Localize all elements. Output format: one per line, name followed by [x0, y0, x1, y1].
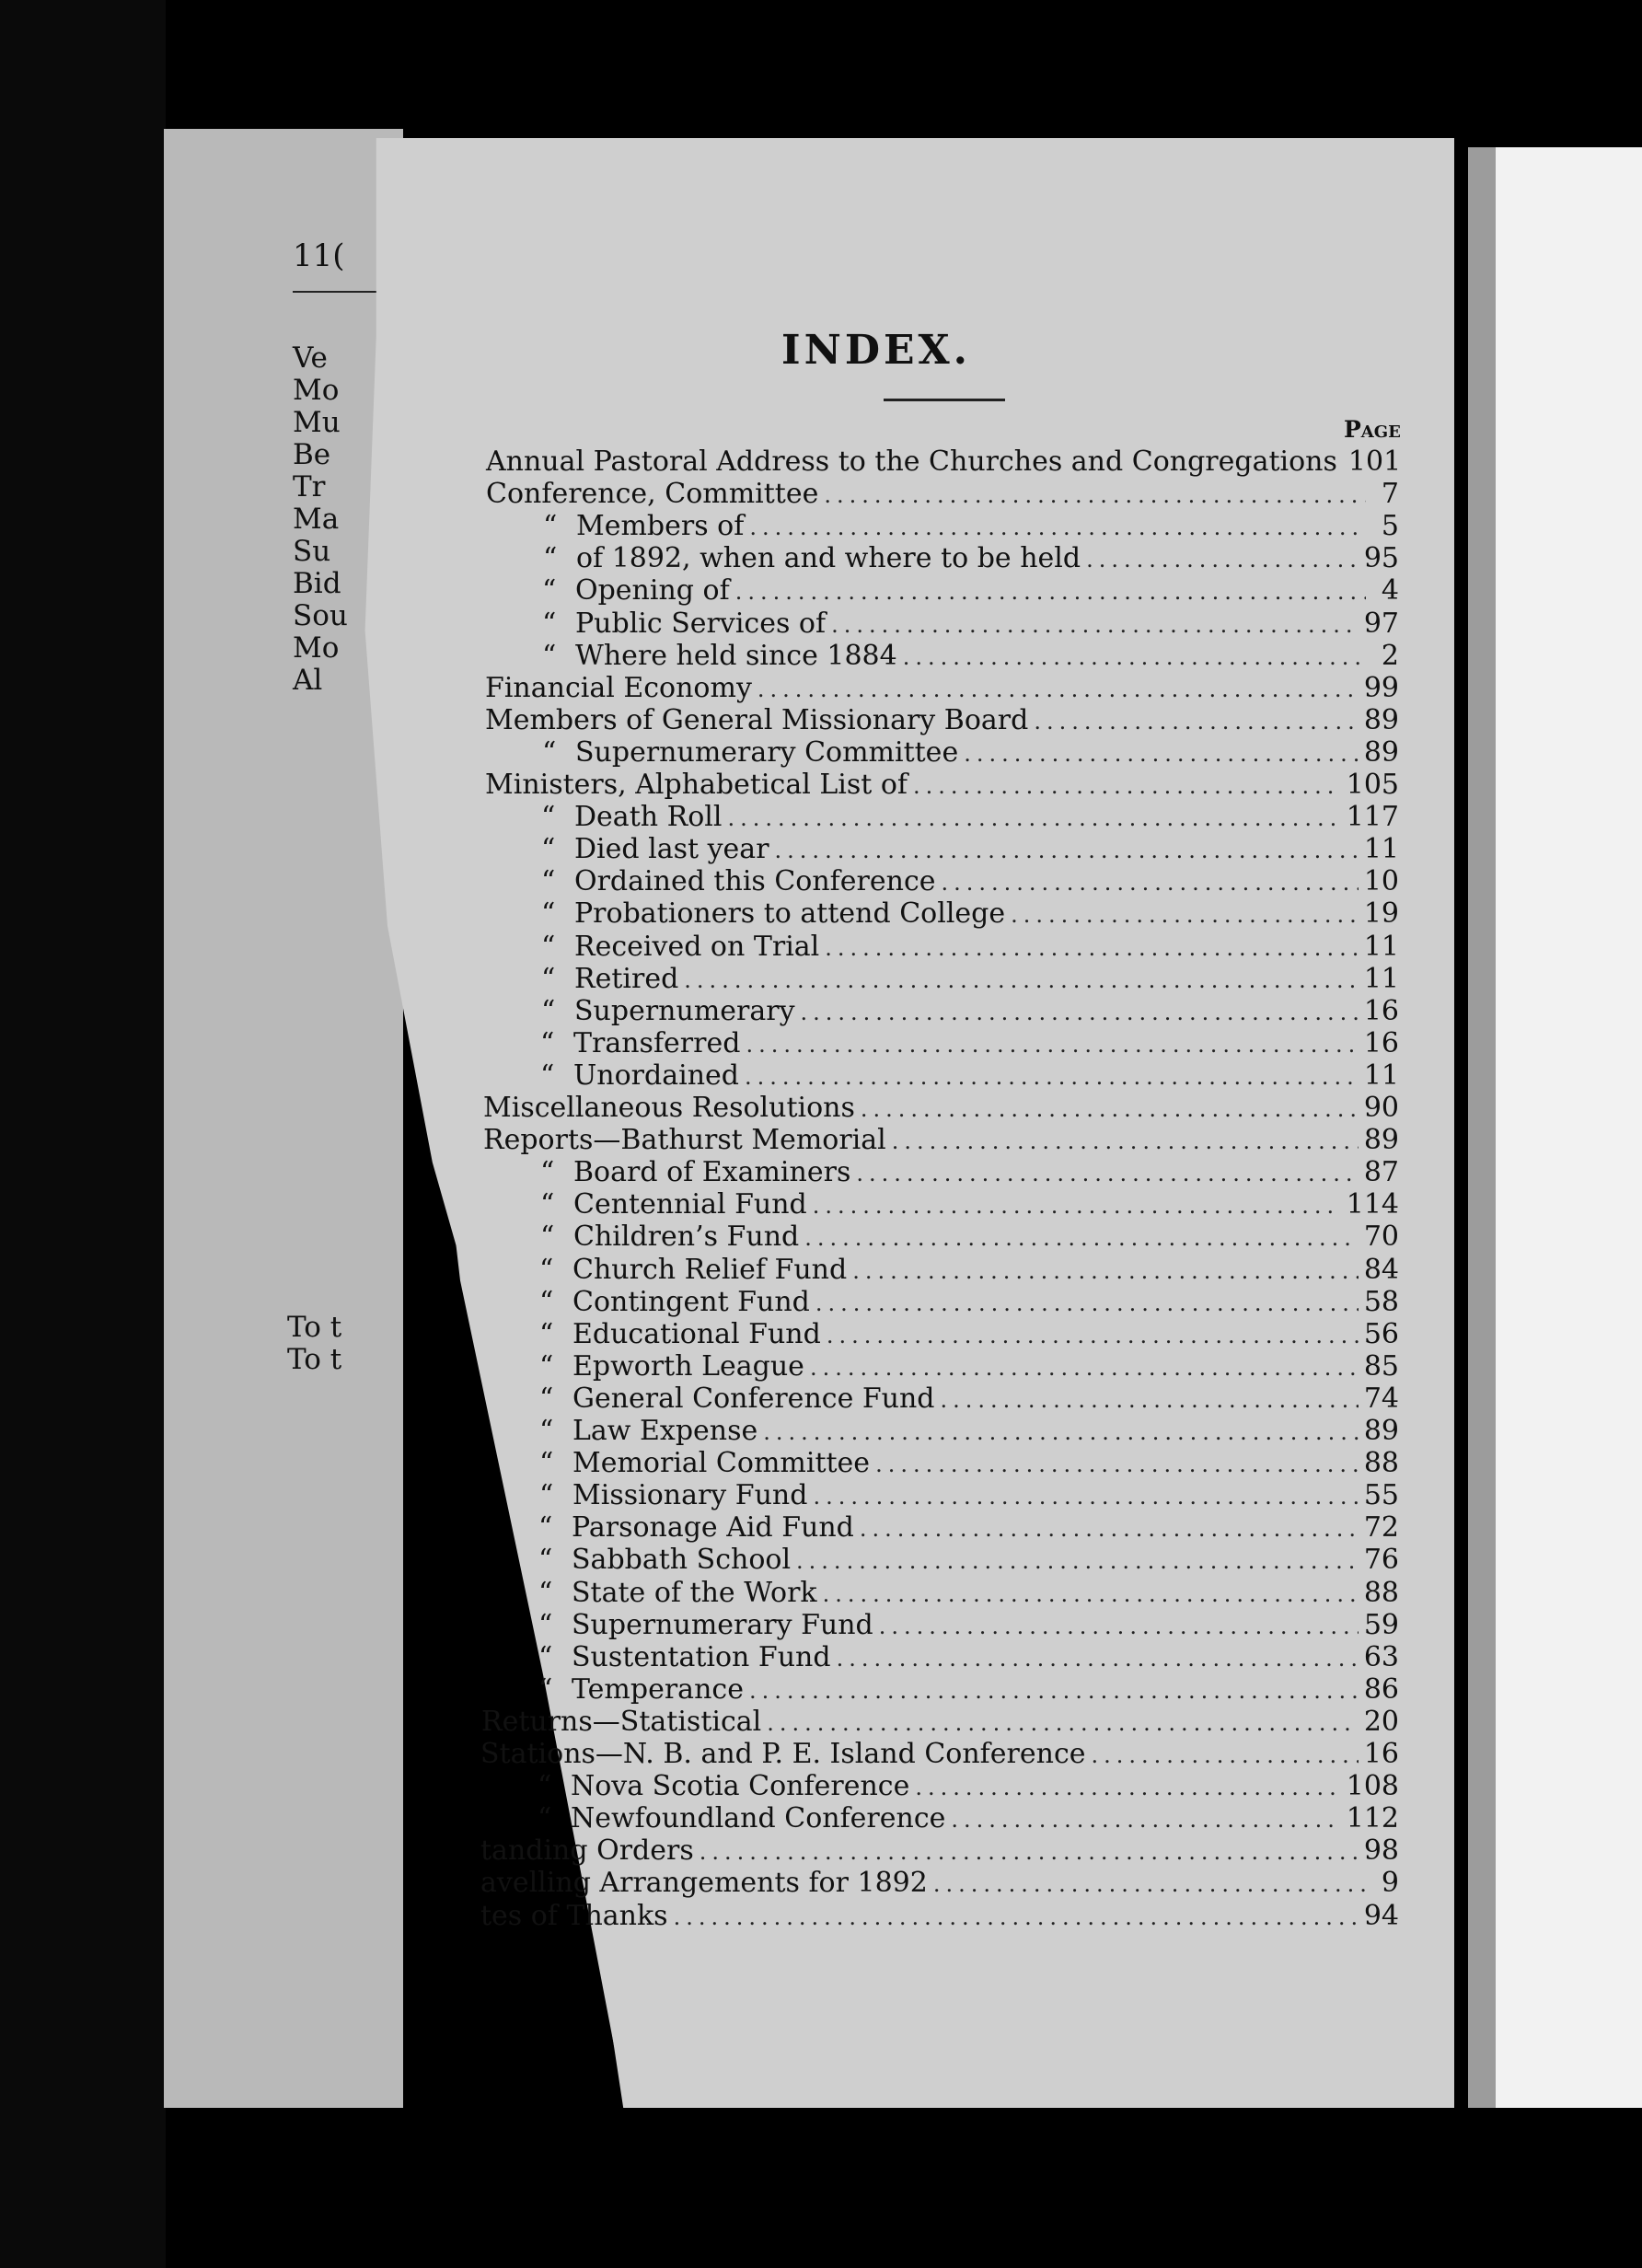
entry-label: Ministers, Alphabetical List of [485, 769, 908, 801]
ditto-mark: “ [540, 1188, 555, 1221]
dot-leader [813, 1193, 1341, 1219]
dot-leader [852, 1258, 1359, 1284]
entry-label: Conference, Committee [486, 478, 819, 510]
index-entry [480, 1770, 1399, 1803]
dot-leader [763, 1419, 1359, 1445]
dot-leader [875, 1452, 1359, 1477]
entry-page-number: 56 [1363, 1318, 1399, 1350]
entry-label: Parsonage Aid Fund [572, 1511, 854, 1544]
index-entry [482, 1350, 1399, 1383]
entry-label: Death Roll [574, 801, 723, 833]
entry-label: Opening of [575, 574, 730, 607]
ditto-mark: “ [539, 1318, 554, 1350]
underlying-page-number: 11( [293, 237, 345, 274]
entry-page-number: 63 [1363, 1641, 1399, 1673]
entry-page-number: 7 [1381, 478, 1399, 510]
ditto-mark: “ [542, 736, 557, 769]
underlying-line-fragment: Bid [293, 567, 341, 600]
dot-leader [823, 1581, 1359, 1607]
ditto-mark: “ [538, 1641, 553, 1673]
underlying-line-fragment: Be [293, 438, 331, 471]
index-entry [483, 1156, 1399, 1189]
entry-label: Contingent Fund [572, 1286, 810, 1318]
dot-leader [674, 1904, 1359, 1930]
underlying-line-fragment: Ma [293, 503, 340, 536]
ditto-mark: “ [542, 640, 557, 672]
entry-page-number: 19 [1363, 897, 1399, 930]
entry-label: Miscellaneous Resolutions [483, 1092, 855, 1124]
index-entry [480, 1867, 1399, 1900]
entry-page-number: 90 [1363, 1092, 1399, 1124]
dot-leader [804, 1225, 1359, 1251]
page-column-header: Page [1344, 416, 1401, 443]
ditto-mark: “ [540, 1221, 555, 1253]
dot-leader [941, 1387, 1359, 1413]
index-entry [484, 897, 1399, 931]
entry-page-number: 112 [1346, 1802, 1399, 1834]
index-entry [482, 1254, 1399, 1287]
entry-label: Ordained this Conference [574, 865, 936, 897]
index-entry [486, 478, 1399, 511]
index-entry [482, 1383, 1399, 1416]
entry-page-number: 86 [1363, 1673, 1399, 1706]
entry-page-number: 55 [1363, 1479, 1399, 1511]
ditto-mark: “ [539, 1479, 554, 1511]
ditto-mark: “ [539, 1447, 554, 1479]
index-entry [486, 510, 1399, 543]
entry-page-number: 9 [1381, 1867, 1399, 1899]
index-entry [480, 1802, 1399, 1835]
entry-label: Stations—N. B. and P. E. Island Conference [480, 1738, 1086, 1770]
entry-label: Reports—Bathurst Memorial [483, 1124, 886, 1156]
dot-leader [913, 773, 1341, 799]
entry-label: Supernumerary Fund [572, 1609, 873, 1641]
entry-label: Supernumerary [574, 995, 795, 1027]
dot-leader [749, 1678, 1359, 1704]
ditto-mark: “ [539, 1383, 554, 1415]
entry-label: Sabbath School [572, 1544, 792, 1576]
dot-leader [727, 805, 1340, 831]
entry-page-number: 117 [1346, 801, 1399, 833]
dot-leader [767, 1710, 1359, 1736]
entry-label: of 1892, when and where to be held [576, 542, 1081, 574]
dot-leader [1086, 547, 1359, 573]
entry-label: Newfoundland Conference [571, 1802, 946, 1834]
underlying-line-fragment: Su [293, 535, 331, 568]
entry-page-number: 89 [1363, 1415, 1399, 1447]
index-entry [485, 769, 1399, 802]
dot-leader [861, 1096, 1359, 1122]
dot-leader [824, 482, 1366, 508]
entry-label: Educational Fund [572, 1318, 821, 1350]
index-entry [482, 1479, 1399, 1512]
entry-page-number: 11 [1363, 833, 1399, 865]
dot-leader [879, 1614, 1359, 1639]
entry-page-number: 105 [1346, 769, 1399, 801]
index-entry [484, 963, 1399, 996]
index-entry [481, 1706, 1399, 1739]
dot-leader [796, 1548, 1359, 1574]
ditto-mark: “ [538, 1577, 553, 1609]
entry-page-number: 88 [1363, 1577, 1399, 1609]
entry-label: Public Services of [575, 608, 827, 640]
dot-leader [942, 870, 1359, 896]
entry-label: Epworth League [572, 1350, 804, 1383]
entry-label: Temperance [572, 1673, 744, 1706]
underlying-to-fragment: To t [287, 1343, 342, 1376]
ditto-mark: “ [541, 931, 556, 963]
ditto-mark: “ [542, 574, 557, 607]
entry-label: Members of [576, 510, 745, 542]
entry-page-number: 114 [1346, 1188, 1399, 1221]
ditto-mark: “ [539, 1286, 554, 1318]
entry-page-number: 16 [1363, 995, 1399, 1027]
underlying-line-fragment: Mo [293, 374, 340, 407]
title-rule [884, 399, 1005, 401]
index-entry [485, 640, 1399, 673]
index-entry [482, 1286, 1399, 1319]
ditto-mark: “ [540, 1156, 555, 1188]
dot-leader [837, 1646, 1359, 1672]
entry-page-number: 11 [1363, 931, 1399, 963]
page-edge-strip [1468, 147, 1496, 2108]
dot-leader [831, 612, 1359, 638]
dot-leader [813, 1484, 1358, 1510]
dot-leader [951, 1807, 1340, 1833]
index-entry [483, 1092, 1399, 1125]
index-entry [486, 446, 1402, 479]
ditto-mark: “ [540, 1027, 555, 1059]
dot-leader [827, 1323, 1359, 1348]
index-entry [481, 1641, 1399, 1674]
ditto-mark: “ [538, 1609, 553, 1641]
ditto-mark: “ [538, 1802, 552, 1834]
index-entry [483, 1124, 1399, 1157]
ditto-mark: “ [538, 1770, 552, 1802]
entry-label: State of the Work [572, 1577, 817, 1609]
entry-label: Where held since 1884 [575, 640, 897, 672]
entry-page-number: 4 [1381, 574, 1399, 607]
index-entry [484, 931, 1399, 964]
index-entry [483, 1027, 1399, 1060]
entry-page-number: 16 [1363, 1027, 1399, 1059]
index-entry [482, 1415, 1399, 1448]
entry-label: tes of Thanks [480, 1900, 668, 1932]
ditto-mark: “ [543, 542, 558, 574]
index-entry [484, 833, 1399, 866]
index-entry [482, 1447, 1399, 1480]
entry-label: Probationers to attend College [574, 897, 1006, 930]
index-entry [485, 608, 1399, 641]
entry-label: Annual Pastoral Address to the Churches and Congregations [486, 446, 1337, 478]
entry-page-number: 99 [1363, 672, 1399, 704]
ditto-mark: “ [541, 865, 556, 897]
dot-leader [915, 1775, 1340, 1800]
entry-page-number: 89 [1363, 736, 1399, 769]
dot-leader [745, 1064, 1359, 1090]
index-entry [485, 704, 1399, 737]
dot-leader [775, 838, 1359, 863]
entry-page-number: 74 [1363, 1383, 1399, 1415]
entry-page-number: 84 [1363, 1254, 1399, 1286]
dot-leader [903, 644, 1366, 670]
dot-leader [810, 1355, 1359, 1381]
dot-leader [746, 1032, 1358, 1058]
ditto-mark: “ [541, 897, 556, 930]
entry-label: Memorial Committee [572, 1447, 871, 1479]
entry-page-number: 20 [1363, 1706, 1399, 1738]
ditto-mark: “ [541, 801, 556, 833]
entry-page-number: 76 [1363, 1544, 1399, 1576]
entry-label: General Conference Fund [572, 1383, 935, 1415]
underlying-line-fragment: Al [293, 664, 323, 697]
ditto-mark: “ [541, 995, 556, 1027]
index-entry [480, 1900, 1399, 1933]
entry-label: avelling Arrangements for 1892 [480, 1867, 928, 1899]
dot-leader [735, 579, 1366, 605]
entry-page-number: 16 [1363, 1738, 1399, 1770]
dot-leader [757, 677, 1359, 702]
dot-leader [815, 1290, 1359, 1316]
entry-label: Received on Trial [574, 931, 820, 963]
entry-label: Centennial Fund [573, 1188, 807, 1221]
underlying-line-fragment: Ve [293, 341, 328, 375]
index-entry [486, 542, 1399, 575]
underlying-to-lines [287, 1312, 416, 1376]
ditto-mark: “ [539, 1254, 554, 1286]
index-entry [484, 865, 1399, 898]
ditto-mark: “ [538, 1544, 553, 1576]
dot-leader [1011, 902, 1359, 928]
dot-leader [801, 1000, 1359, 1025]
dot-leader [1092, 1742, 1359, 1768]
entry-label: Church Relief Fund [572, 1254, 848, 1286]
dot-leader [684, 967, 1359, 993]
entry-page-number: 94 [1363, 1900, 1399, 1932]
underlying-line-fragment: Tr [293, 470, 326, 503]
entry-label: Supernumerary Committee [575, 736, 959, 769]
entry-label: Nova Scotia Conference [571, 1770, 910, 1802]
dot-leader [825, 935, 1359, 961]
index-entry [480, 1738, 1399, 1771]
dot-leader [1034, 709, 1358, 735]
entry-label: Financial Economy [485, 672, 752, 704]
index-entry [483, 1059, 1399, 1093]
entry-page-number: 11 [1363, 1059, 1399, 1092]
index-entry [480, 1834, 1399, 1868]
entry-page-number: 97 [1363, 608, 1399, 640]
entry-label: Missionary Fund [572, 1479, 808, 1511]
underlying-page [164, 129, 403, 2108]
entry-label: Law Expense [572, 1415, 758, 1447]
index-entry [485, 672, 1399, 705]
dot-leader [856, 1161, 1358, 1186]
entry-page-number: 89 [1363, 704, 1399, 736]
index-entry [481, 1673, 1399, 1707]
entry-page-number: 98 [1363, 1834, 1399, 1867]
index-entry [485, 736, 1399, 770]
index-entry [483, 1221, 1399, 1254]
entry-page-number: 101 [1347, 446, 1402, 478]
index-entry [481, 1577, 1399, 1610]
dot-leader [700, 1839, 1359, 1865]
entry-page-number: 58 [1363, 1286, 1399, 1318]
entry-label: Unordained [573, 1059, 739, 1092]
entry-page-number: 95 [1363, 542, 1399, 574]
ditto-mark: “ [539, 1350, 554, 1383]
ditto-mark: “ [539, 1415, 554, 1447]
entry-label: Children’s Fund [573, 1221, 800, 1253]
index-entry [484, 995, 1399, 1028]
dot-leader [860, 1516, 1359, 1542]
ditto-mark: “ [540, 1059, 555, 1092]
entry-page-number: 87 [1363, 1156, 1399, 1188]
ditto-mark: “ [541, 833, 556, 865]
ditto-mark: “ [541, 963, 556, 995]
dot-leader [749, 515, 1366, 540]
index-entry [484, 801, 1399, 834]
entry-page-number: 72 [1363, 1511, 1399, 1544]
dot-leader [933, 1871, 1366, 1897]
ditto-mark: “ [538, 1511, 553, 1544]
entry-label: Members of General Missionary Board [485, 704, 1029, 736]
entry-page-number: 85 [1363, 1350, 1399, 1383]
ditto-mark: “ [538, 1673, 553, 1706]
entry-page-number: 88 [1363, 1447, 1399, 1479]
entry-page-number: 5 [1381, 510, 1399, 542]
index-entry [483, 1188, 1399, 1221]
index-entry [481, 1544, 1399, 1577]
index-entry [481, 1609, 1399, 1642]
entry-label: Sustentation Fund [572, 1641, 831, 1673]
entry-label: Died last year [574, 833, 769, 865]
entry-page-number: 2 [1381, 640, 1399, 672]
index-entry [482, 1318, 1399, 1351]
entry-page-number: 10 [1363, 865, 1399, 897]
dot-leader [964, 741, 1359, 767]
entry-label: Returns—Statistical [481, 1706, 762, 1738]
entry-page-number: 108 [1346, 1770, 1399, 1802]
entry-label: Board of Examiners [573, 1156, 851, 1188]
entry-page-number: 59 [1363, 1609, 1399, 1641]
index-entry [481, 1511, 1399, 1545]
underlying-line-fragment: Mo [293, 631, 340, 665]
blank-facing-page [1496, 147, 1642, 2108]
entry-page-number: 11 [1363, 963, 1399, 995]
entry-page-number: 89 [1363, 1124, 1399, 1156]
entry-label: tanding Orders [480, 1834, 694, 1867]
underlying-to-fragment: To t [287, 1311, 342, 1344]
index-title: INDEX. [781, 327, 971, 374]
index-entry [485, 574, 1399, 608]
entry-label: Transferred [573, 1027, 741, 1059]
dot-leader [892, 1128, 1359, 1154]
ditto-mark: “ [543, 510, 558, 542]
underlying-line-fragment: Mu [293, 406, 341, 439]
entry-page-number: 70 [1363, 1221, 1399, 1253]
underlying-line-fragment: Sou [293, 599, 348, 632]
entry-label: Retired [574, 963, 679, 995]
ditto-mark: “ [542, 608, 557, 640]
